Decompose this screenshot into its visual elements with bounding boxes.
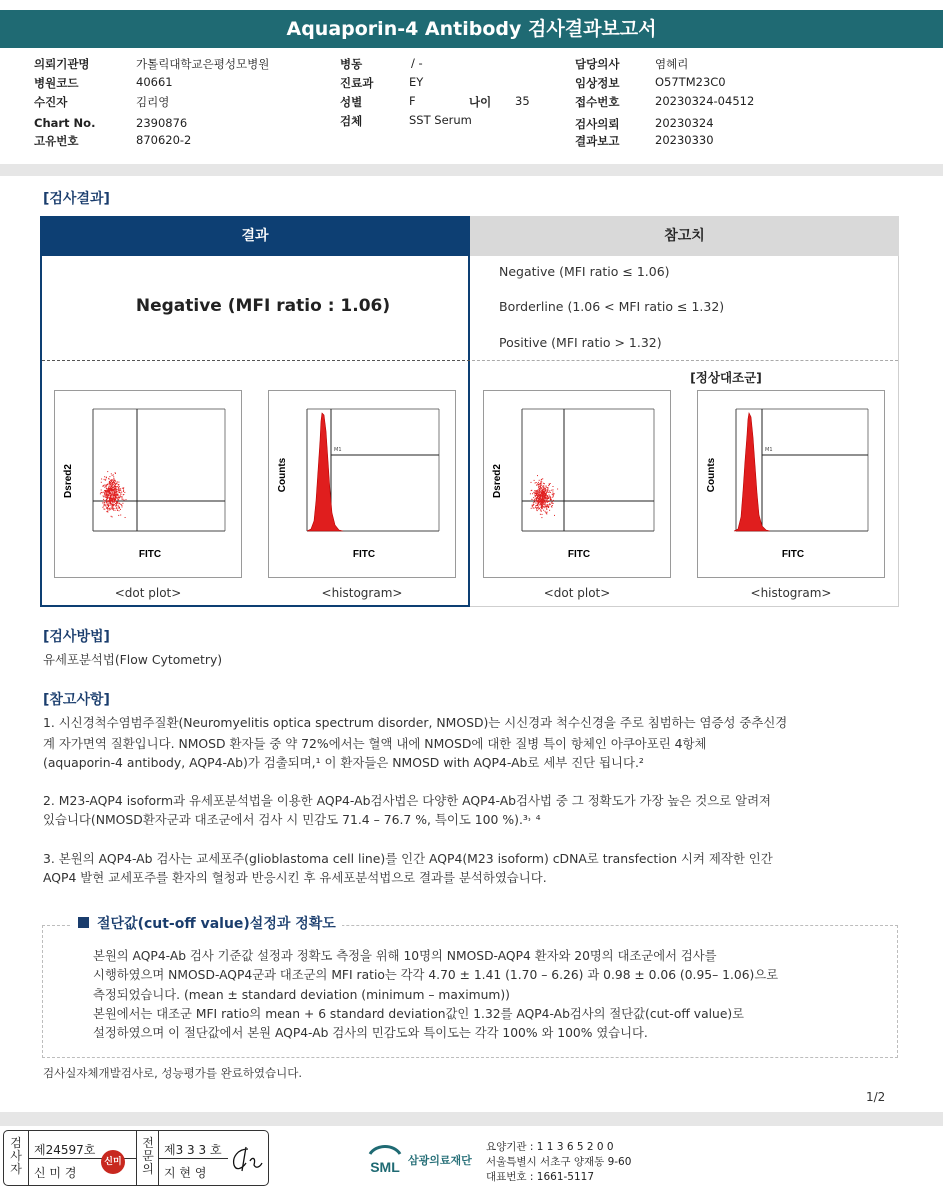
report-title: Aquaporin-4 Antibody 검사결과보고서 [0, 10, 943, 48]
info-value: 가톨릭대학교은평성모병원 [136, 57, 270, 71]
cutoff-line: 본원에서는 대조군 MFI ratio의 mean + 6 standard deviation값인 1.32를 AQP4-Ab검사의 절단값(cut-off value)로 [93, 1007, 745, 1021]
control-histogram [697, 390, 885, 578]
org-address: 서울특별시 서초구 양재동 9-60 [486, 1156, 632, 1168]
info-label: 고유번호 [34, 134, 79, 148]
separator [0, 1112, 943, 1126]
info-label: 나이 [469, 95, 492, 109]
info-value: F [409, 94, 416, 108]
method-section-title: [검사방법] [43, 629, 110, 645]
info-label: 병원코드 [34, 76, 79, 90]
method-text: 유세포분석법(Flow Cytometry) [43, 652, 223, 667]
x-axis-label: FITC [352, 549, 376, 560]
info-label: 결과보고 [575, 134, 620, 148]
reference-positive: Positive (MFI ratio > 1.32) [499, 335, 662, 350]
patient-dot-plot [54, 390, 242, 578]
y-axis-label: Dsred2 [63, 464, 74, 498]
signature-mark [228, 1143, 264, 1175]
info-label: 임상정보 [575, 76, 620, 90]
y-axis-label: Dsred2 [492, 464, 503, 498]
specialist-label-text: 전문의 [142, 1136, 154, 1176]
result-value: Negative (MFI ratio : 1.06) [135, 296, 391, 316]
info-value: 40661 [136, 75, 173, 89]
dot-plot-graphic [55, 391, 241, 577]
cutoff-line: 측정되었습니다. (mean ± standard deviation (minimum – maximum)) [93, 988, 510, 1002]
note-line: (aquaporin-4 antibody, AQP4-Ab)가 검출되며,¹ 이 환자들은 NMOSD with AQP4-Ab로 세부 진단 됩니다.² [43, 755, 644, 770]
histogram-graphic [698, 391, 884, 577]
org-phone: 대표번호 : 1661-5117 [486, 1171, 595, 1183]
info-value: / - [411, 56, 423, 70]
notes-section-title: [참고사항] [43, 692, 110, 708]
info-value: 20230324 [655, 116, 714, 130]
examiner-label-text: 검사자 [10, 1136, 22, 1176]
cutoff-heading-text: 절단값(cut-off value)설정과 정확도 [97, 916, 336, 932]
specialist-name: 지 현 영 [164, 1166, 207, 1180]
sml-logo-icon [364, 1140, 406, 1180]
histogram-graphic [269, 391, 455, 577]
signature-box [3, 1130, 269, 1186]
examiner-license: 제24597호 [34, 1143, 96, 1157]
reference-header: 참고치 [470, 216, 899, 256]
note-line: 계 자가면역 질환입니다. NMOSD 환자들 중 약 72%에서는 혈액 내에 NMOSD에 대한 질병 특이 항체인 아쿠아포린 4항체 [43, 736, 707, 751]
dot-plot-graphic [484, 391, 670, 577]
patient-info [0, 56, 943, 164]
info-value: 35 [515, 94, 530, 108]
info-label: 담당의사 [575, 57, 620, 71]
square-bullet-icon [78, 917, 89, 928]
y-axis-label: Counts [277, 457, 288, 493]
page-number: 1/2 [866, 1090, 886, 1104]
specialist-license: 제3 3 3 호 [164, 1143, 222, 1157]
cutoff-heading [72, 913, 342, 933]
info-label: 검체 [340, 114, 363, 128]
x-axis-label: FITC [781, 549, 805, 560]
seal-stamp [101, 1150, 125, 1174]
logo-text: SML [370, 1159, 400, 1175]
info-value: 염혜리 [655, 57, 689, 71]
note-line: 3. 본원의 AQP4-Ab 검사는 교세포주(glioblastoma cell line)를 인간 AQP4(M23 isoform) cDNA로 transfection 시켜 제작한 인간 [43, 851, 773, 866]
info-label: 검사의뢰 [575, 117, 620, 131]
dot-plot-caption: <dot plot> [114, 586, 182, 600]
stamp-text: 신미 [104, 1157, 122, 1167]
patient-histogram [268, 390, 456, 578]
histogram-caption: <histogram> [750, 586, 832, 600]
cutoff-line: 본원의 AQP4-Ab 검사 기준값 설정과 정확도 측정을 위해 10명의 NMOSD-AQP4 환자와 20명의 대조군에서 검사를 [93, 949, 717, 963]
separator [0, 164, 943, 176]
info-value: O57TM23C0 [655, 75, 726, 89]
info-value: 20230330 [655, 133, 714, 147]
info-label: 병동 [340, 57, 363, 71]
info-label: 진료과 [340, 76, 374, 90]
control-title: [정상대조군] [690, 370, 762, 385]
examiner-label [6, 1137, 26, 1176]
info-value: 김리영 [136, 95, 170, 109]
reference-borderline: Borderline (1.06 < MFI ratio ≤ 1.32) [499, 299, 725, 314]
control-dot-plot [483, 390, 671, 578]
footer-note: 검사실자체개발검사로, 성능평가를 완료하였습니다. [43, 1066, 303, 1080]
x-axis-label: FITC [567, 549, 591, 560]
info-value: EY [409, 75, 424, 89]
note-line: 2. M23-AQP4 isoform과 유세포분석법을 이용한 AQP4-Ab검사법은 다양한 AQP4-Ab검사법 중 그 정확도가 가장 높은 것으로 알려져 [43, 793, 772, 808]
x-axis-label: FITC [138, 549, 162, 560]
divider [42, 360, 470, 361]
note-line: 1. 시신경척수염범주질환(Neuromyelitis optica spectrum disorder, NMOSD)는 시신경과 척수신경을 주로 침범하는 염증성 중추신경 [43, 715, 788, 730]
info-label: 성별 [340, 95, 363, 109]
specialist-label [138, 1137, 158, 1176]
y-axis-label: Counts [706, 457, 717, 493]
results-section-title: [검사결과] [43, 191, 110, 207]
org-name: 삼광의료재단 [408, 1154, 472, 1167]
cutoff-line: 설정하였으며 이 절단값에서 본원 AQP4-Ab 검사의 민감도와 특이도는 각각 100% 와 100% 였습니다. [93, 1026, 648, 1040]
reference-negative: Negative (MFI ratio ≤ 1.06) [499, 264, 670, 279]
svg-text:M1: M1 [765, 447, 773, 453]
info-label: Chart No. [34, 116, 96, 130]
info-value: 2390876 [136, 116, 188, 130]
info-value: 870620-2 [136, 133, 192, 147]
dot-plot-caption: <dot plot> [543, 586, 611, 600]
org-code: 요양기관 : 1 1 3 6 5 2 0 0 [486, 1141, 614, 1153]
histogram-caption: <histogram> [321, 586, 403, 600]
divider [472, 360, 898, 361]
info-label: 의뢰기관명 [34, 57, 90, 71]
note-line: AQP4 발현 교세포주를 환자의 혈청과 반응시킨 후 유세포분석법으로 결과를 분석하였습니다. [43, 870, 547, 885]
result-header: 결과 [40, 216, 470, 256]
info-label: 수진자 [34, 95, 68, 109]
info-value: SST Serum [409, 113, 472, 127]
svg-text:M1: M1 [334, 447, 342, 453]
note-line: 있습니다(NMOSD환자군과 대조군에서 검사 시 민감도 71.4 – 76.7 %, 특이도 100 %).³˒ ⁴ [43, 812, 541, 827]
info-value: 20230324-04512 [655, 94, 755, 108]
examiner-name: 신 미 경 [34, 1166, 77, 1180]
cutoff-line: 시행하였으며 NMOSD-AQP4군과 대조군의 MFI ratio는 각각 4.70 ± 1.41 (1.70 – 6.26) 과 0.98 ± 0.06 (0.95– 1.06)으로 [93, 968, 779, 982]
info-label: 접수번호 [575, 95, 620, 109]
